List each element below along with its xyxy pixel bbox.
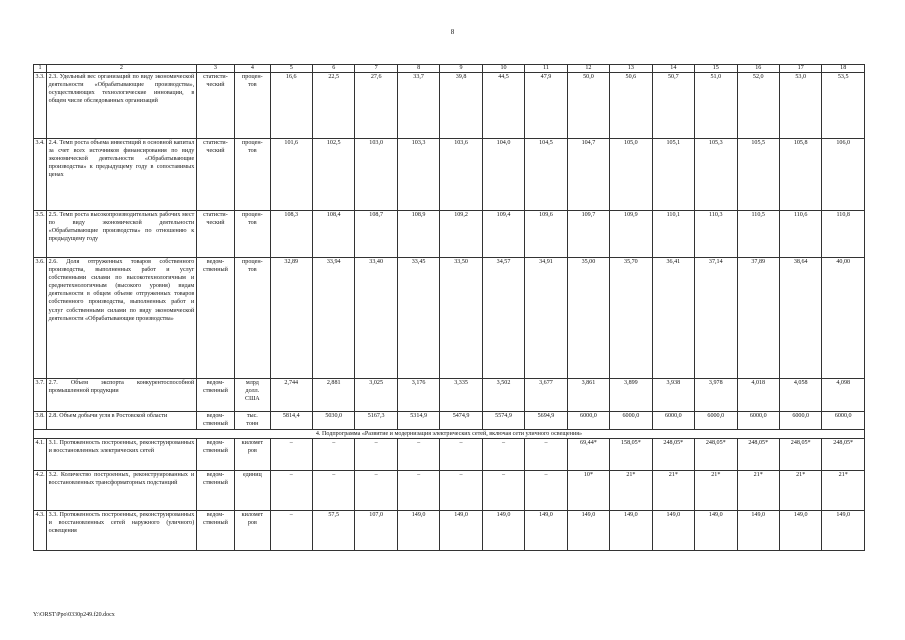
value-cell: 107,0: [355, 511, 397, 551]
value-cell: 105,5: [737, 139, 779, 211]
unit-of-measure: тыс. тонн: [235, 412, 270, 430]
column-number: 2: [47, 65, 197, 73]
value-cell: 110,3: [695, 211, 737, 258]
value-cell: 248,05*: [737, 439, 779, 471]
value-cell: 6000,0: [610, 412, 652, 430]
value-cell: 105,3: [695, 139, 737, 211]
value-cell: 3,861: [567, 379, 609, 412]
value-cell: 103,0: [355, 139, 397, 211]
value-cell: 149,0: [440, 511, 482, 551]
value-cell: 5474,9: [440, 412, 482, 430]
value-cell: 108,9: [397, 211, 439, 258]
value-cell: 34,91: [525, 258, 567, 379]
row-index: 3.6.: [34, 258, 47, 379]
value-cell: 248,05*: [822, 439, 865, 471]
column-number: 6: [312, 65, 354, 73]
value-cell: –: [440, 471, 482, 511]
value-cell: 149,0: [779, 511, 821, 551]
value-cell: 108,7: [355, 211, 397, 258]
value-cell: 108,4: [312, 211, 354, 258]
value-cell: 248,05*: [652, 439, 694, 471]
value-cell: 104,0: [482, 139, 524, 211]
column-number: 4: [235, 65, 270, 73]
value-cell: 37,89: [737, 258, 779, 379]
data-source: ведом- ственный: [196, 471, 234, 511]
value-cell: 5167,3: [355, 412, 397, 430]
value-cell: 104,7: [567, 139, 609, 211]
row-index: 3.7.: [34, 379, 47, 412]
value-cell: 40,00: [822, 258, 865, 379]
row-index: 3.3.: [34, 73, 47, 139]
value-cell: 110,1: [652, 211, 694, 258]
data-source: ведом- ственный: [196, 511, 234, 551]
column-number-row: [34, 65, 865, 73]
value-cell: –: [355, 439, 397, 471]
value-cell: 102,5: [312, 139, 354, 211]
indicators-table: [33, 64, 865, 551]
table-row: [34, 412, 865, 430]
row-index: 3.4.: [34, 139, 47, 211]
value-cell: 149,0: [397, 511, 439, 551]
value-cell: 22,5: [312, 73, 354, 139]
value-cell: 27,6: [355, 73, 397, 139]
value-cell: 6000,0: [779, 412, 821, 430]
value-cell: –: [525, 439, 567, 471]
value-cell: –: [440, 439, 482, 471]
table-row: [34, 258, 865, 379]
data-source: ведом- ственный: [196, 379, 234, 412]
unit-of-measure: процен- тов: [235, 139, 270, 211]
value-cell: 32,89: [270, 258, 312, 379]
table-row: [34, 211, 865, 258]
unit-of-measure: процен- тов: [235, 211, 270, 258]
value-cell: 33,7: [397, 73, 439, 139]
value-cell: 149,0: [525, 511, 567, 551]
indicator-name: 2.7. Объем экспорта конкурентоспособной промышленной продукции: [47, 379, 197, 412]
value-cell: 39,8: [440, 73, 482, 139]
section-title: 4. Подпрограмма «Развитие и модернизация электрических сетей, включая сети уличного освещения»: [34, 430, 865, 439]
data-source: ведом- ственный: [196, 439, 234, 471]
column-number: 12: [567, 65, 609, 73]
row-index: 3.8.: [34, 412, 47, 430]
value-cell: 4,098: [822, 379, 865, 412]
value-cell: –: [312, 471, 354, 511]
value-cell: 2,744: [270, 379, 312, 412]
indicator-name: 3.3. Протяженность построенных, реконструированных и восстановленных сетей наружного (уличного) освещения: [47, 511, 197, 551]
value-cell: 5574,9: [482, 412, 524, 430]
column-number: 16: [737, 65, 779, 73]
data-source: статисти- ческий: [196, 211, 234, 258]
indicator-name: 2.6. Доля отгруженных товаров собственного производства, выполненных работ и услуг собственными силами по высокотехнологичным и среднетехнологичным (высокого уровня) видам деятельности в общем объеме отгруженных товаров собственного производства, выполненных работ и услуг собственными силами по виду экономической деятельности «Обрабатывающие производства»: [47, 258, 197, 379]
value-cell: 149,0: [695, 511, 737, 551]
unit-of-measure: процен- тов: [235, 258, 270, 379]
value-cell: 105,0: [610, 139, 652, 211]
indicator-name: 2.3. Удельный вес организаций по виду экономической деятельности «Обрабатывающие производства», осуществляющих технологические инновации, в общем числе обследованных организаций: [47, 73, 197, 139]
value-cell: 34,57: [482, 258, 524, 379]
value-cell: 51,0: [695, 73, 737, 139]
value-cell: 6000,0: [652, 412, 694, 430]
value-cell: 21*: [737, 471, 779, 511]
value-cell: 5694,9: [525, 412, 567, 430]
value-cell: 5814,4: [270, 412, 312, 430]
table-row: [34, 511, 865, 551]
value-cell: 110,8: [822, 211, 865, 258]
value-cell: 103,6: [440, 139, 482, 211]
value-cell: 50,0: [567, 73, 609, 139]
value-cell: 44,5: [482, 73, 524, 139]
column-number: 1: [34, 65, 47, 73]
unit-of-measure: километ ров: [235, 511, 270, 551]
value-cell: 109,6: [525, 211, 567, 258]
value-cell: 109,4: [482, 211, 524, 258]
value-cell: 248,05*: [779, 439, 821, 471]
column-number: 14: [652, 65, 694, 73]
value-cell: 33,40: [355, 258, 397, 379]
value-cell: –: [482, 439, 524, 471]
value-cell: 3,025: [355, 379, 397, 412]
value-cell: 5314,9: [397, 412, 439, 430]
unit-of-measure: млрд долл. США: [235, 379, 270, 412]
value-cell: 101,6: [270, 139, 312, 211]
indicator-name: 2.8. Объем добычи угля в Ростовской области: [47, 412, 197, 430]
value-cell: 33,94: [312, 258, 354, 379]
page-number: 8: [450, 28, 455, 36]
value-cell: 3,502: [482, 379, 524, 412]
value-cell: 35,00: [567, 258, 609, 379]
column-number: 10: [482, 65, 524, 73]
value-cell: 158,05*: [610, 439, 652, 471]
value-cell: 21*: [695, 471, 737, 511]
unit-of-measure: километ ров: [235, 439, 270, 471]
row-index: 4.3.: [34, 511, 47, 551]
value-cell: 33,45: [397, 258, 439, 379]
section-row: [34, 430, 865, 439]
value-cell: 109,9: [610, 211, 652, 258]
value-cell: 110,5: [737, 211, 779, 258]
value-cell: –: [312, 439, 354, 471]
column-number: 15: [695, 65, 737, 73]
indicator-name: 3.2. Количество построенных, реконструированных и восстановленных трансформаторных подстанций: [47, 471, 197, 511]
value-cell: 3,335: [440, 379, 482, 412]
row-index: 3.5.: [34, 211, 47, 258]
value-cell: 110,6: [779, 211, 821, 258]
data-source: ведом- ственный: [196, 412, 234, 430]
column-number: 18: [822, 65, 865, 73]
value-cell: 50,7: [652, 73, 694, 139]
unit-of-measure: единиц: [235, 471, 270, 511]
column-number: 9: [440, 65, 482, 73]
data-source: статисти- ческий: [196, 73, 234, 139]
value-cell: 21*: [779, 471, 821, 511]
table-row: [34, 471, 865, 511]
value-cell: 57,5: [312, 511, 354, 551]
value-cell: 6000,0: [822, 412, 865, 430]
value-cell: 69,44*: [567, 439, 609, 471]
value-cell: 4,018: [737, 379, 779, 412]
value-cell: 105,8: [779, 139, 821, 211]
value-cell: 21*: [610, 471, 652, 511]
value-cell: 21*: [652, 471, 694, 511]
value-cell: 21*: [822, 471, 865, 511]
value-cell: 149,0: [822, 511, 865, 551]
indicator-name: 2.5. Темп роста высокопроизводительных рабочих мест по виду экономической деятельности «Обрабатывающие производства» по отношению к предыдущему году: [47, 211, 197, 258]
value-cell: 105,1: [652, 139, 694, 211]
value-cell: 109,2: [440, 211, 482, 258]
value-cell: 149,0: [610, 511, 652, 551]
row-index: 4.1.: [34, 439, 47, 471]
data-source: статисти- ческий: [196, 139, 234, 211]
value-cell: 2,881: [312, 379, 354, 412]
value-cell: 109,7: [567, 211, 609, 258]
unit-of-measure: процен- тов: [235, 73, 270, 139]
value-cell: 5030,0: [312, 412, 354, 430]
value-cell: 149,0: [482, 511, 524, 551]
file-path-footer: Y:\ORST\Ppo\0330p249.f20.docx: [33, 612, 115, 618]
column-number: 8: [397, 65, 439, 73]
column-number: 11: [525, 65, 567, 73]
value-cell: 6000,0: [737, 412, 779, 430]
column-number: 17: [779, 65, 821, 73]
value-cell: –: [270, 511, 312, 551]
column-number: 13: [610, 65, 652, 73]
value-cell: 38,64: [779, 258, 821, 379]
value-cell: –: [270, 439, 312, 471]
value-cell: 3,978: [695, 379, 737, 412]
value-cell: 33,50: [440, 258, 482, 379]
table-row: [34, 73, 865, 139]
column-number: 3: [196, 65, 234, 73]
indicator-name: 3.1. Протяженность построенных, реконструированных и восстановленных электрических сетей: [47, 439, 197, 471]
value-cell: 3,938: [652, 379, 694, 412]
value-cell: 106,0: [822, 139, 865, 211]
value-cell: 248,05*: [695, 439, 737, 471]
value-cell: 6000,0: [695, 412, 737, 430]
value-cell: 104,5: [525, 139, 567, 211]
data-source: ведом- ственный: [196, 258, 234, 379]
value-cell: –: [270, 471, 312, 511]
value-cell: 4,058: [779, 379, 821, 412]
value-cell: 6000,0: [567, 412, 609, 430]
indicator-name: 2.4. Темп роста объема инвестиций в основной капитал за счет всех источников финансирования по виду экономической деятельности «Обрабатывающие производства» к предыдущему году в сопоставимых ценах: [47, 139, 197, 211]
value-cell: 149,0: [567, 511, 609, 551]
value-cell: –: [525, 471, 567, 511]
table-row: [34, 439, 865, 471]
value-cell: –: [397, 471, 439, 511]
table-row: [34, 379, 865, 412]
value-cell: 3,176: [397, 379, 439, 412]
value-cell: 16,6: [270, 73, 312, 139]
value-cell: 53,0: [779, 73, 821, 139]
value-cell: 3,677: [525, 379, 567, 412]
value-cell: 149,0: [737, 511, 779, 551]
value-cell: 35,70: [610, 258, 652, 379]
value-cell: 10*: [567, 471, 609, 511]
value-cell: 108,3: [270, 211, 312, 258]
value-cell: 52,0: [737, 73, 779, 139]
value-cell: –: [482, 471, 524, 511]
value-cell: 103,3: [397, 139, 439, 211]
value-cell: 3,899: [610, 379, 652, 412]
row-index: 4.2.: [34, 471, 47, 511]
value-cell: 47,9: [525, 73, 567, 139]
value-cell: 53,5: [822, 73, 865, 139]
value-cell: –: [397, 439, 439, 471]
value-cell: –: [355, 471, 397, 511]
column-number: 5: [270, 65, 312, 73]
value-cell: 50,6: [610, 73, 652, 139]
value-cell: 37,14: [695, 258, 737, 379]
value-cell: 36,41: [652, 258, 694, 379]
value-cell: 149,0: [652, 511, 694, 551]
column-number: 7: [355, 65, 397, 73]
table-row: [34, 139, 865, 211]
